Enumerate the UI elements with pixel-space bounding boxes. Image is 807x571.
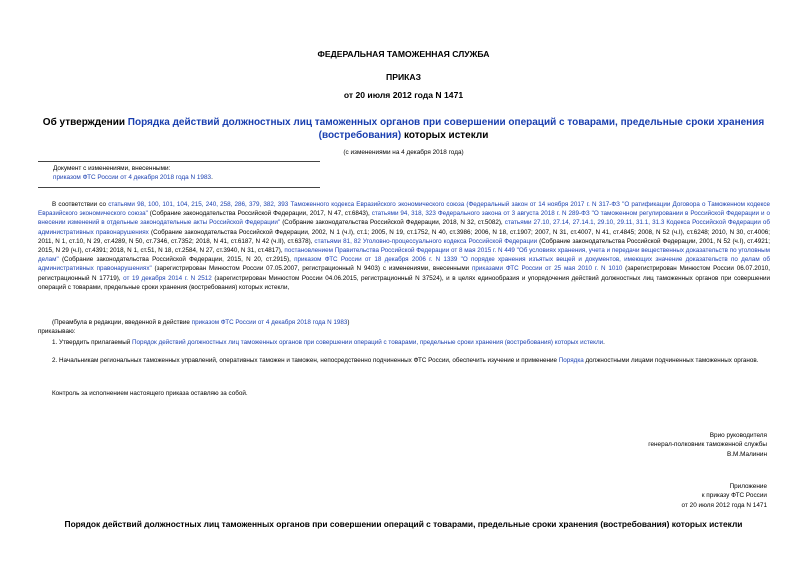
appendix-label: Приложение: [729, 483, 767, 490]
item-1-prefix: 1. Утвердить прилагаемый: [52, 339, 133, 346]
preamble-text-8: (зарегистрирован Минюстом России 06.07.2010, регистрационный N 17719),: [38, 265, 771, 282]
doc-type: ПРИКАЗ: [386, 72, 421, 82]
revision-note: (с изменениями на 4 декабря 2018 года): [343, 149, 464, 156]
item-2: [38, 356, 770, 365]
preamble-paragraph: [38, 200, 770, 292]
item-2-link[interactable]: Порядка: [558, 357, 584, 364]
link-tk-eaeu[interactable]: статьями 98, 100, 101, 104, 215, 240, 258, 286, 379, 382, 393 Таможенного кодекса Евразийского экономического союза (Федеральный закон от 14 ноября 2017 г. N 317-ФЗ "О ратификации Договора о Таможенном кодексе Евразийского экономического союза": [38, 201, 770, 218]
appendix-title: Порядок действий должностных лиц таможенных органов при совершении операций с товарами, предельные сроки хранения (востребования) которых истекли: [64, 519, 743, 529]
item-2-prefix: 2. Начальникам региональных таможенных управлений, оперативных таможен и таможен, непосредственно подчиненных ФТС России, обеспечить изучение и применение: [52, 357, 559, 364]
signature-block: [527, 431, 767, 459]
changes-top-rule: [38, 161, 320, 162]
preamble-text-3: (Собрание законодательства Российской Федерации, 2018, N 32, ст.5082),: [280, 219, 505, 227]
appendix-date: от 20 июля 2012 года N 1471: [681, 501, 767, 509]
preamble-text-1: В соответствии со: [52, 201, 109, 208]
orders-word: приказываю:: [38, 328, 76, 335]
item-1-link[interactable]: Порядок действий должностных лиц таможенных органов при совершении операций с товарами, предельные сроки хранения (востребования) которых истекли: [132, 339, 604, 346]
agency-name: ФЕДЕРАЛЬНАЯ ТАМОЖЕННАЯ СЛУЖБА: [317, 49, 490, 59]
item-2-suffix: должностными лицами подчиненных таможенных органов.: [583, 357, 759, 364]
changes-bottom-rule: [38, 187, 320, 188]
preamble-text-9: (зарегистрирован Минюстом России 04.06.2015, регистрационный N 37524), и в целях единообразия и упорядочения действий должностных лиц таможенных органов при совершении операций с товарами, предельные сроки хранения (востребования) которых истекли,: [38, 274, 771, 291]
preamble-note-prefix: (Преамбула в редакции, введенной в действие: [52, 319, 192, 326]
doc-date-number: от 20 июля 2012 года N 1471: [343, 90, 464, 100]
link-fz-289[interactable]: статьями 94, 318, 323 Федерального закона от 3 августа 2018 г. N 289-ФЗ "О таможенном регулировании в Российской Федерации и о внесении изменений в отдельные законодательные акты Российской Федерации": [38, 210, 770, 227]
link-postanovlenie-449[interactable]: постановлением Правительства Российской Федерации от 8 мая 2015 г. N 449 "Об условиях хранения, учета и передачи вещественных доказательств по уголовным делам": [38, 247, 771, 264]
preamble-text-4: (Собрание законодательства Российской Федерации, 2002, N 1 (ч.I), ст.1; 2005, N 19, ст.1752, N 40, ст.3986; 2006, N 18, ст.1907; 2007, N 31, ст.4007, N 41, ст.4845; 2008, N 52 (ч.I), ст.6248; 2010, N 30, ст.4006; 2011, N 1, ст.10, N 29, ст.4289, N 50, ст.7346, ст.7352; 2018, N 41, ст.6187, N 42 (ч.II), ст.6378),: [38, 228, 771, 245]
preamble-text-6: (Собрание законодательства Российской Федерации, 2015, N 20, ст.2915),: [58, 256, 295, 264]
preamble-note-suffix: ): [347, 319, 350, 326]
preamble-note-link[interactable]: приказом ФТС России от 4 декабря 2018 года N 1983: [191, 319, 348, 326]
link-prikaz-2512[interactable]: от 19 декабря 2014 г. N 2512: [123, 274, 212, 282]
preamble-text-5: (Собрание законодательства Российской Федерации, 2001, N 52 (ч.I), ст.4921; 2015, N 29 (ч.I), ст.4391; 2018, N 1, ст.51, N 18, ст.2584, N 27, ст.3940, N 31, ст.4817),: [38, 237, 771, 255]
control-clause: Контроль за исполнением настоящего приказа оставляю за собой.: [52, 390, 248, 397]
link-upk[interactable]: статьями 81, 82 Уголовно-процессуального кодекса Российской Федерации: [314, 237, 538, 245]
preamble-text-2: (Собрание законодательства Российской Федерации, 2017, N 47, ст.6843),: [147, 210, 372, 218]
changes-label: Документ с изменениями, внесенными:: [53, 165, 171, 172]
appendix-block: [527, 482, 767, 510]
item-1: [38, 338, 770, 347]
title-prefix: Об утверждении: [42, 117, 128, 128]
appendix-ref: к приказу ФТС России: [701, 492, 767, 500]
changes-link[interactable]: приказом ФТС России от 4 декабря 2018 года N 1983: [53, 174, 212, 182]
link-prikaz-1339[interactable]: приказом ФТС России от 18 декабря 2006 г. N 1339 "О порядке хранения изъятых вещей и документов, имеющих значение доказательств по делам об административных правонарушениях": [38, 256, 770, 273]
title-link[interactable]: Порядка действий должностных лиц таможенных органов при совершении операций с товарами, предельные сроки хранения (востребования): [127, 117, 765, 141]
link-koap[interactable]: статьями 27.10, 27.14, 27.14.1, 29.10, 29.11, 31.1, 31.3 Кодекса Российской Федерации об административных правонарушениях: [38, 219, 770, 236]
title-suffix: которых истекли: [401, 130, 489, 141]
changes-line: [53, 173, 323, 182]
signature-position: Врио руководителя: [709, 432, 767, 439]
preamble-note: [52, 318, 770, 327]
item-1-suffix: .: [603, 339, 605, 346]
document-title: [40, 116, 767, 142]
preamble-text-7: (зарегистрирован Минюстом России 07.05.2007, регистрационный N 9403) с изменениями, внесенными: [151, 265, 472, 273]
changes-end: .: [211, 174, 213, 182]
signature-rank: генерал-полковник таможенной службы: [648, 441, 767, 449]
link-prikaz-1010[interactable]: приказами ФТС России от 25 мая 2010 г. N 1010: [472, 265, 623, 273]
signature-name: В.М.Малинин: [726, 450, 767, 458]
changes-box: [53, 164, 323, 183]
